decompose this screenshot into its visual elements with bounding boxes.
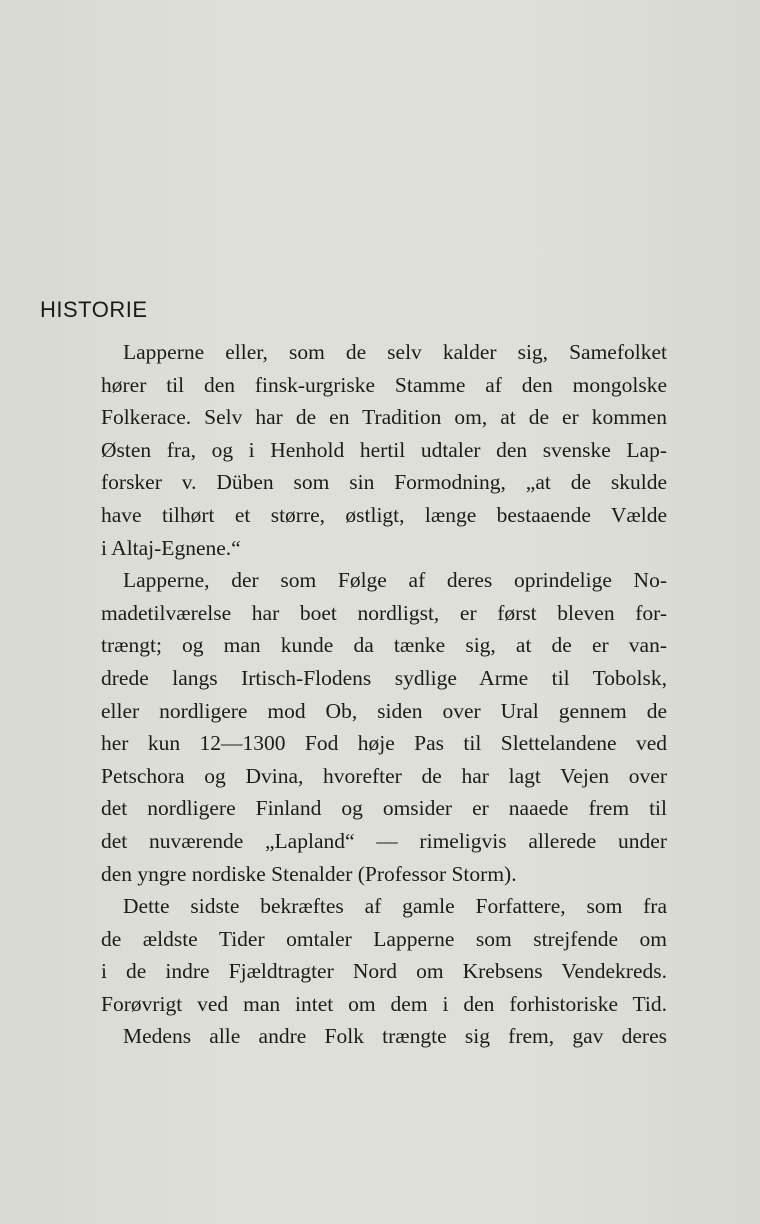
text-line: i Altaj-Egnene.“ <box>101 535 241 560</box>
text-line: i de indre Fjældtragter Nord om Krebsens Vendekreds. <box>101 959 667 984</box>
text-line: hører til den finsk-urgriske Stamme af den mongolske <box>101 372 667 397</box>
text-line: Lapperne, der som Følge af deres oprindelige No- <box>123 568 667 593</box>
text-line: trængt; og man kunde da tænke sig, at de er van- <box>101 633 667 658</box>
text-line: Dette sidste bekræftes af gamle Forfattere, som fra <box>123 894 667 919</box>
text-line: de ældste Tider omtaler Lapperne som strejfende om <box>101 926 667 951</box>
text-line: det nuværende „Lapland“ — rimeligvis allerede under <box>101 828 667 853</box>
text-line: have tilhørt et større, østligt, længe bestaaende Vælde <box>101 502 667 527</box>
text-line: Medens alle andre Folk trængte sig frem, gav deres <box>123 1024 667 1049</box>
text-line: madetilværelse har boet nordligst, er først bleven for- <box>101 600 667 625</box>
text-line: Østen fra, og i Henhold hertil udtaler den svenske Lap- <box>101 437 667 462</box>
text-line: Forøvrigt ved man intet om dem i den forhistoriske Tid. <box>101 991 667 1016</box>
text-line: den yngre nordiske Stenalder (Professor Storm). <box>101 861 517 886</box>
body-text <box>101 336 667 1053</box>
text-line: her kun 12—1300 Fod høje Pas til Slettelandene ved <box>101 731 667 756</box>
text-line: forsker v. Düben som sin Formodning, „at de skulde <box>101 470 667 495</box>
text-line: drede langs Irtisch-Flodens sydlige Arme til Tobolsk, <box>101 665 667 690</box>
text-line: det nordligere Finland og omsider er naaede frem til <box>101 796 667 821</box>
text-line: Folkerace. Selv har de en Tradition om, at de er kommen <box>101 405 667 430</box>
text-line: Lapperne eller, som de selv kalder sig, Samefolket <box>123 340 667 364</box>
chapter-heading: HISTORIE <box>40 297 148 322</box>
text-line: eller nordligere mod Ob, siden over Ural gennem de <box>101 698 667 723</box>
text-line: Petschora og Dvina, hvorefter de har lagt Vejen over <box>101 763 667 788</box>
